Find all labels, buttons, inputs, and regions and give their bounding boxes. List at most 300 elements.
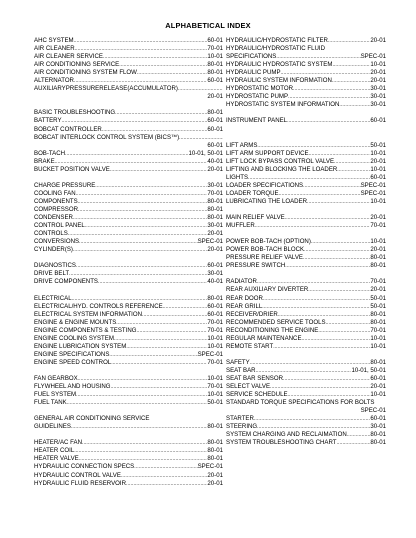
entry-page-ref: SPEC-01 [360, 181, 386, 189]
dot-leader [75, 45, 208, 53]
index-entry [226, 101, 386, 109]
entry-page-ref: 50-01 [370, 294, 386, 302]
entry-page-ref: 60-01 [370, 415, 386, 423]
entry-page-ref: 70-01 [207, 326, 223, 334]
index-entry [226, 303, 386, 311]
entry-page-ref: 10-01 [207, 374, 223, 382]
index-entry [226, 423, 386, 431]
dot-leader [254, 415, 371, 423]
entry-topic: RECEIVER/DRIER [226, 310, 278, 318]
entry-page-ref: SPEC-01 [197, 463, 223, 471]
entry-page-ref: 30-01 [207, 270, 223, 278]
entry-page-ref: 30-01 [207, 181, 223, 189]
entry-topic: LIFT LOCK BYPASS CONTROL VALVE [226, 157, 335, 165]
entry-page-ref: SPEC-01 [197, 238, 223, 246]
spacer [226, 351, 386, 359]
dot-leader [163, 303, 208, 311]
entry-page-ref: 10-01 [370, 197, 386, 205]
index-entry [226, 295, 386, 303]
entry-topic: AIR CLEANER SERVICE [34, 53, 103, 61]
entry-page-ref: SPEC-01 [360, 53, 386, 61]
entry-topic: COMPRESSOR [34, 205, 79, 213]
entry-topic: CONDENSER [34, 214, 73, 222]
dot-leader [283, 375, 370, 383]
index-entry [226, 335, 386, 343]
dot-leader [114, 335, 207, 343]
dot-leader [293, 85, 370, 93]
entry-topic: POWER BOB-TACH (OPTION) [226, 238, 311, 246]
index-entry [226, 150, 386, 158]
entry-topic: LUBRICATING THE LOADER [226, 197, 308, 205]
index-entry [34, 238, 223, 246]
entry-topic: CONTROLS [34, 230, 68, 238]
dot-leader [311, 238, 371, 246]
index-entry [34, 117, 223, 125]
dot-leader [179, 134, 223, 142]
entry-page-ref: 20-01 [207, 471, 223, 479]
entry-page-ref: 40-01 [207, 157, 223, 165]
dot-leader [257, 423, 370, 431]
index-entry [34, 351, 223, 359]
entry-topic: AIR CONDITIONING SERVICE [34, 61, 120, 69]
entry-page-ref: 10-01 [207, 391, 223, 399]
dot-leader [69, 270, 207, 278]
entry-topic: FLYWHEEL AND HOUSING [34, 383, 111, 391]
index-entry [226, 190, 386, 198]
entry-page-ref: 70-01 [207, 358, 223, 366]
index-entry [226, 238, 386, 246]
dot-leader [250, 359, 371, 367]
entry-topic: AHC SYSTEM [34, 37, 74, 44]
entry-topic: COOLING FAN [34, 189, 76, 197]
entry-page-ref: 80-01 [370, 318, 386, 326]
entry-topic: LIFTING AND BLOCKING THE LOADER [226, 165, 338, 173]
entry-page-ref: 60-01 [207, 117, 223, 125]
dot-leader [279, 190, 361, 198]
index-entry [226, 286, 386, 294]
dot-leader [116, 319, 207, 327]
entry-page-ref: 10-01 [370, 334, 386, 342]
entry-page-ref: 80-01 [207, 205, 223, 213]
entry-page-ref: 70-01 [207, 383, 223, 391]
entry-page-ref: 70-01 [207, 318, 223, 326]
index-entry [226, 61, 386, 69]
index-entry [226, 391, 386, 399]
entry-topic: HEATER/AC FAN [34, 439, 82, 447]
entry-page-ref: 80-01 [207, 423, 223, 431]
dot-leader [111, 383, 208, 391]
dot-leader [178, 85, 223, 93]
entry-topic: STANDARD TORQUE SPECIFICATIONS FOR BOLTS [226, 399, 375, 407]
entry-topic: STARTER [226, 415, 254, 423]
entry-page-ref: 20-01 [370, 246, 386, 254]
index-entry [226, 278, 386, 286]
entry-page-ref: 60-01 [207, 262, 223, 270]
dot-leader [334, 158, 370, 166]
entry-topic: STEERING [226, 423, 258, 431]
entry-topic: FUEL TANK [34, 399, 67, 407]
entry-page-ref: 50-01 [370, 141, 386, 149]
index-column-right [226, 37, 386, 447]
dot-leader [273, 343, 370, 351]
entry-page-ref: 10-01 [370, 342, 386, 350]
entry-topic: ELECTRICAL SYSTEM INFORMATION [34, 310, 143, 318]
dot-leader [304, 246, 370, 254]
entry-page-ref: 60-01 [207, 302, 223, 310]
index-entry [34, 278, 223, 286]
dot-leader [347, 431, 371, 439]
dot-leader [72, 295, 208, 303]
entry-page-ref: 10-01 [370, 391, 386, 399]
index-entry [34, 343, 223, 351]
dot-leader [68, 230, 208, 238]
entry-topic: REAR DOOR [226, 294, 263, 302]
index-entry [34, 383, 223, 391]
dot-leader [74, 37, 208, 45]
entry-topic: AIR CONDITIONING SYSTEM FLOW [34, 69, 137, 77]
index-entry [34, 391, 223, 399]
entry-page-ref: 20-01 [207, 165, 223, 173]
dot-leader [73, 214, 207, 222]
entry-page-ref: 10-01, 50-01 [188, 149, 223, 157]
dot-leader [136, 327, 207, 335]
dot-leader [126, 343, 207, 351]
index-entry [226, 93, 386, 101]
spacer [34, 431, 223, 439]
dot-leader [256, 367, 352, 375]
entry-page-ref: 80-01 [207, 197, 223, 205]
entry-page-ref: 80-01 [207, 61, 223, 69]
dot-leader [302, 335, 371, 343]
dot-leader [119, 61, 207, 69]
index-entry [34, 53, 223, 61]
index-entry [34, 423, 223, 431]
dot-leader [111, 359, 207, 367]
dot-leader [78, 206, 207, 214]
entry-topic: RECOMMENDED SERVICE TOOLS [226, 318, 326, 326]
dot-leader [103, 53, 207, 61]
index-entry [34, 77, 223, 85]
index-entry [226, 174, 386, 182]
index-entry [34, 455, 223, 463]
entry-page-ref: 80-01 [207, 109, 223, 117]
index-entry [34, 270, 223, 278]
index-entry [34, 447, 223, 455]
dot-leader [337, 439, 371, 447]
dot-leader [76, 262, 207, 270]
index-entry [34, 134, 223, 142]
index-entry [226, 431, 386, 439]
entry-topic: PRESSURE SWITCH [226, 262, 286, 270]
index-entry [34, 327, 223, 335]
entry-topic: REAR GRILL [226, 302, 263, 310]
entry-page-ref: 10-01 [370, 238, 386, 246]
dot-leader [137, 69, 207, 77]
index-entry [226, 407, 386, 415]
entry-page-ref: 10-01 [370, 149, 386, 157]
entry-topic: SYSTEM TROUBLESHOOTING CHART [226, 439, 337, 447]
entry-topic: FUEL SYSTEM [34, 391, 77, 399]
entry-topic: COMPONENTS [34, 197, 78, 205]
entry-topic: HYDRAULIC/HYDROSTATIC FLUID [226, 45, 325, 53]
index-entry [34, 295, 223, 303]
entry-topic: BRAKE [34, 157, 55, 165]
index-entry [34, 190, 223, 198]
dot-leader [110, 166, 208, 174]
index-entry [226, 327, 386, 335]
dot-leader [102, 126, 208, 134]
entry-page-ref: 20-01 [207, 93, 223, 101]
dot-leader [332, 77, 371, 85]
dot-leader [326, 319, 371, 327]
entry-topic: CONTROL PANEL [34, 222, 85, 230]
spacer [226, 206, 386, 214]
dot-leader [74, 77, 207, 85]
entry-topic: DRIVE COMPONENTS [34, 278, 98, 286]
index-entry [226, 383, 386, 391]
entry-topic: ALTERNATOR [34, 77, 74, 85]
entry-page-ref: 50-01 [370, 302, 386, 310]
index-entry [34, 335, 223, 343]
entry-topic: CYLINDER(S) [34, 246, 73, 254]
dot-leader [308, 286, 370, 294]
dot-leader [285, 214, 371, 222]
index-entry [226, 158, 386, 166]
spacer [226, 109, 386, 117]
dot-leader [255, 222, 371, 230]
entry-topic: BOBCAT CONTROLLER [34, 125, 102, 133]
dot-leader [287, 117, 370, 125]
dot-leader [126, 480, 207, 488]
entry-topic: AIR CLEANER [34, 45, 75, 53]
dot-leader [76, 190, 208, 198]
entry-topic: AUXILIARYPRESSURERELEASE(ACCUMULATOR) [34, 85, 178, 93]
dot-leader [134, 463, 197, 471]
entry-page-ref: 30-01 [370, 101, 386, 109]
index-entry [34, 126, 223, 134]
spacer [34, 101, 223, 109]
entry-page-ref: 70-01 [370, 222, 386, 230]
dot-leader [262, 303, 370, 311]
entry-topic: ELECTRICAL/HYD. CONTROLS REFERENCE [34, 302, 163, 310]
entry-topic: HYDROSTATIC SYSTEM INFORMATION [226, 101, 340, 109]
index-entry [34, 375, 223, 383]
index-column-left [34, 37, 223, 488]
index-entry [34, 142, 223, 150]
spacer [226, 134, 386, 142]
entry-page-ref: 70-01 [370, 278, 386, 286]
dot-leader [276, 53, 360, 61]
entry-page-ref: SPEC-01 [360, 189, 386, 197]
entry-page-ref: 20-01 [370, 383, 386, 391]
entry-page-ref: 20-01 [370, 214, 386, 222]
index-entry [34, 182, 223, 190]
entry-page-ref: 80-01 [370, 310, 386, 318]
entry-page-ref: 10-01 [370, 165, 386, 173]
index-entry [226, 375, 386, 383]
entry-page-ref: 80-01 [370, 358, 386, 366]
entry-page-ref: 30-01 [370, 423, 386, 431]
index-entry [226, 246, 386, 254]
index-entry [226, 37, 386, 45]
dot-leader [62, 117, 208, 125]
entry-topic: RECONDITIONING THE ENGINE [226, 326, 319, 334]
index-entry [34, 214, 223, 222]
entry-page-ref: 80-01 [207, 69, 223, 77]
entry-page-ref: 80-01 [370, 431, 386, 439]
dot-leader [79, 238, 198, 246]
index-entry [226, 367, 386, 375]
dot-leader [67, 399, 208, 407]
index-entry [34, 311, 223, 319]
entry-topic: POWER BOB-TACH BLOCK [226, 246, 305, 254]
index-entry [226, 359, 386, 367]
dot-leader [318, 327, 370, 335]
entry-page-ref: 80-01 [207, 439, 223, 447]
index-entry [34, 61, 223, 69]
dot-leader [65, 150, 188, 158]
index-entry [226, 254, 386, 262]
dot-leader [82, 439, 207, 447]
entry-page-ref: 80-01 [207, 294, 223, 302]
entry-page-ref: 20-01 [207, 230, 223, 238]
dot-leader [263, 295, 371, 303]
entry-topic: MUFFLER [226, 222, 255, 230]
entry-topic: SEAT BAR [226, 366, 256, 374]
entry-topic: BASIC TROUBLESHOOTING [34, 109, 116, 117]
entry-topic: HEATER COIL [34, 447, 75, 455]
entry-page-ref: 80-01 [370, 254, 386, 262]
dot-leader [55, 158, 208, 166]
dot-leader [76, 391, 207, 399]
entry-page-ref: 20-01 [207, 479, 223, 487]
dot-leader [339, 101, 370, 109]
entry-page-ref: 20-01 [207, 246, 223, 254]
index-entry [34, 222, 223, 230]
entry-page-ref: 80-01 [370, 439, 386, 447]
entry-page-ref: 20-01 [370, 37, 386, 44]
entry-topic: SELECT VALVE [226, 383, 271, 391]
index-entry [226, 214, 386, 222]
entry-topic: BATTERY [34, 117, 62, 125]
dot-leader [85, 222, 208, 230]
dot-leader [78, 198, 208, 206]
entry-topic: RADIATOR [226, 278, 257, 286]
dot-leader [288, 391, 371, 399]
dot-leader [109, 351, 197, 359]
index-entry [34, 319, 223, 327]
index-entry [34, 109, 223, 117]
entry-topic: HYDRAULIC SYSTEM INFORMATION [226, 77, 332, 85]
entry-topic: REGULAR MAINTENANCE [226, 334, 302, 342]
entry-topic: HYDROSTATIC PUMP [226, 93, 289, 101]
dot-leader [98, 278, 207, 286]
entry-page-ref: 30-01 [207, 222, 223, 230]
spacer [226, 270, 386, 278]
index-entry [34, 303, 223, 311]
entry-topic: DIAGNOSTICS [34, 262, 76, 270]
dot-leader [278, 311, 371, 319]
index-entry [226, 319, 386, 327]
entry-topic: MAIN RELIEF VALVE [226, 214, 285, 222]
index-entry [34, 198, 223, 206]
index-entry [226, 198, 386, 206]
entry-page-ref: 10-01, 50-01 [351, 366, 386, 374]
entry-page-ref: 50-01 [207, 399, 223, 407]
index-entry [34, 415, 223, 423]
index-entry [34, 246, 223, 254]
entry-topic: LIGHTS [226, 173, 249, 181]
dot-leader [309, 150, 371, 158]
entry-topic: HYDRAULIC CONTROL VALVE [34, 471, 121, 479]
index-entry [34, 230, 223, 238]
index-entry [34, 463, 223, 471]
entry-page-ref: 70-01 [207, 189, 223, 197]
dot-leader [257, 142, 370, 150]
index-entry [226, 439, 386, 447]
spacer [226, 230, 386, 238]
entry-page-ref: 10-01 [207, 53, 223, 61]
entry-page-ref: 10-01 [207, 342, 223, 350]
entry-page-ref: 20-01 [370, 286, 386, 294]
index-entry [226, 262, 386, 270]
entry-topic: HYDRAULIC FLUID RESERVOIR [34, 479, 126, 487]
entry-page-ref: 60-01 [207, 141, 223, 149]
index-entry [34, 150, 223, 158]
entry-topic: SYSTEM CHARGING AND RECLAIMATION [226, 431, 347, 439]
index-entry [34, 262, 223, 270]
index-entry [226, 69, 386, 77]
entry-page-ref: 20-01 [370, 77, 386, 85]
dot-leader [303, 254, 370, 262]
dot-leader [307, 198, 370, 206]
entry-topic: ENGINE SPECIFICATIONS [34, 350, 110, 358]
entry-topic: SPECIFICATIONS [226, 53, 277, 61]
dot-leader [328, 37, 370, 45]
entry-topic: ENGINE LUBRICATION SYSTEM [34, 342, 127, 350]
entry-topic: BUCKET POSITION VALVE [34, 165, 110, 173]
entry-topic: SERVICE SCHEDULE [226, 391, 288, 399]
index-entry [226, 142, 386, 150]
index-entry [34, 85, 223, 93]
entry-topic: BOB-TACH [34, 149, 66, 157]
entry-topic: CONVERSIONS [34, 238, 80, 246]
dot-leader [270, 383, 370, 391]
dot-leader [121, 472, 207, 480]
spacer [34, 286, 223, 294]
index-entry [34, 472, 223, 480]
spacer [34, 174, 223, 182]
entry-topic: REMOTE START [226, 342, 274, 350]
index-entry [226, 343, 386, 351]
entry-topic: BOBCAT INTERLOCK CONTROL SYSTEM (BICS™) [34, 133, 180, 141]
dot-leader [78, 375, 208, 383]
index-entry [226, 117, 386, 125]
entry-page-ref: 60-01 [207, 125, 223, 133]
dot-leader [257, 278, 370, 286]
entry-topic: ELECTRICAL [34, 294, 72, 302]
index-entry [34, 93, 223, 101]
entry-topic: CHARGE PRESSURE [34, 181, 96, 189]
entry-topic: HYDRAULIC/HYDROSTATIC FILTER [226, 37, 328, 44]
entry-page-ref: 30-01 [370, 93, 386, 101]
entry-topic: SEAT BAR SENSOR [226, 374, 284, 382]
index-entry [34, 166, 223, 174]
index-entry [226, 399, 386, 407]
index-entry [34, 359, 223, 367]
entry-page-ref: 40-01 [207, 278, 223, 286]
index-entry [226, 85, 386, 93]
